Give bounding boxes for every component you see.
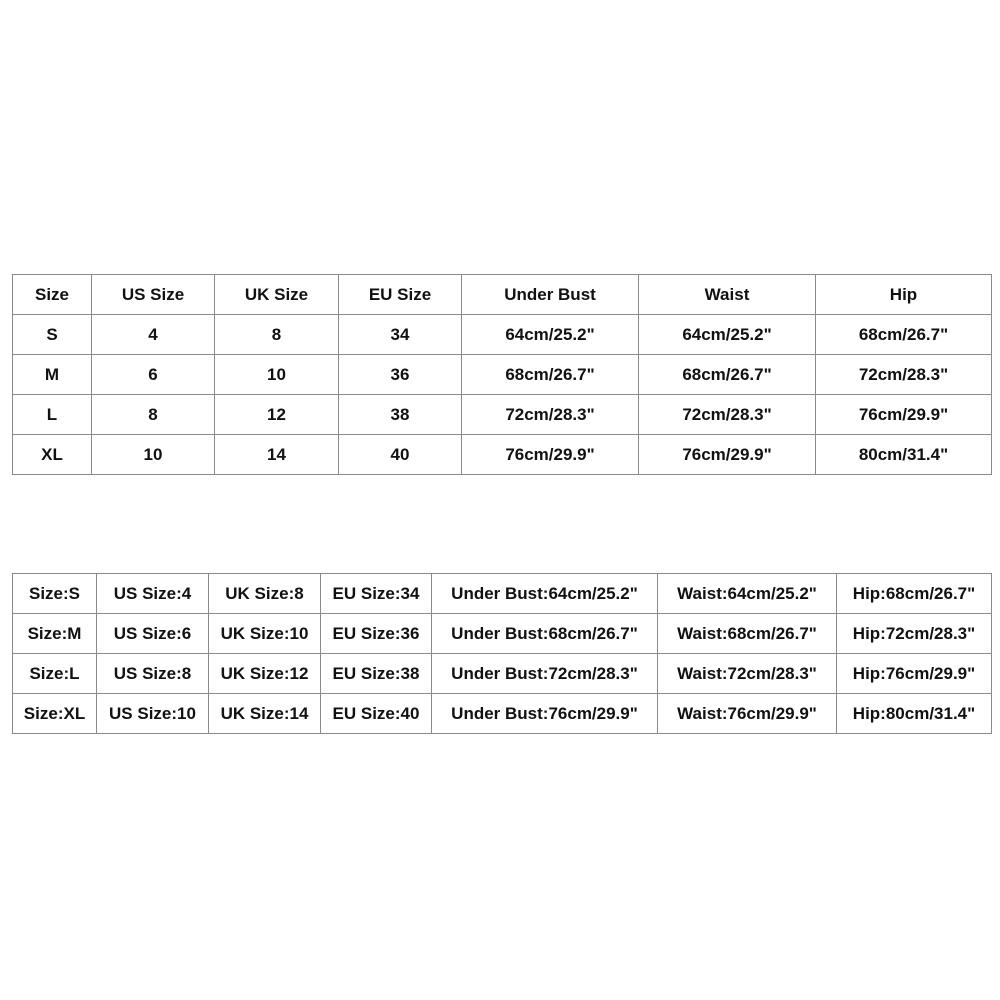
cell-waist: Waist:64cm/25.2" <box>658 574 837 614</box>
cell-eu-size: 40 <box>339 435 462 475</box>
header-hip: Hip <box>816 275 992 315</box>
cell-size: Size:L <box>13 654 97 694</box>
cell-hip: Hip:68cm/26.7" <box>837 574 992 614</box>
table-row <box>13 435 992 475</box>
cell-size: S <box>13 315 92 355</box>
cell-hip: 72cm/28.3" <box>816 355 992 395</box>
table-row <box>13 694 992 734</box>
cell-waist: 68cm/26.7" <box>639 355 816 395</box>
cell-under-bust: 72cm/28.3" <box>462 395 639 435</box>
header-uk-size: UK Size <box>215 275 339 315</box>
cell-under-bust: 68cm/26.7" <box>462 355 639 395</box>
cell-hip: 68cm/26.7" <box>816 315 992 355</box>
cell-eu-size: 34 <box>339 315 462 355</box>
cell-size: L <box>13 395 92 435</box>
header-waist: Waist <box>639 275 816 315</box>
table-row <box>13 395 992 435</box>
table-row <box>13 654 992 694</box>
size-detail-table <box>12 573 992 734</box>
cell-under-bust: 76cm/29.9" <box>462 435 639 475</box>
cell-waist: Waist:76cm/29.9" <box>658 694 837 734</box>
cell-us-size: 4 <box>92 315 215 355</box>
cell-uk-size: UK Size:14 <box>209 694 321 734</box>
cell-size: Size:XL <box>13 694 97 734</box>
cell-uk-size: UK Size:8 <box>209 574 321 614</box>
cell-us-size: US Size:8 <box>97 654 209 694</box>
cell-eu-size: 38 <box>339 395 462 435</box>
cell-hip: 76cm/29.9" <box>816 395 992 435</box>
header-under-bust: Under Bust <box>462 275 639 315</box>
cell-waist: 72cm/28.3" <box>639 395 816 435</box>
table-row <box>13 315 992 355</box>
cell-hip: 80cm/31.4" <box>816 435 992 475</box>
cell-us-size: US Size:10 <box>97 694 209 734</box>
cell-size: Size:S <box>13 574 97 614</box>
cell-us-size: US Size:4 <box>97 574 209 614</box>
cell-waist: Waist:68cm/26.7" <box>658 614 837 654</box>
cell-under-bust: Under Bust:76cm/29.9" <box>432 694 658 734</box>
cell-us-size: US Size:6 <box>97 614 209 654</box>
cell-waist: 76cm/29.9" <box>639 435 816 475</box>
table-header-row <box>13 275 992 315</box>
cell-eu-size: EU Size:38 <box>321 654 432 694</box>
cell-eu-size: EU Size:34 <box>321 574 432 614</box>
cell-size: Size:M <box>13 614 97 654</box>
cell-uk-size: UK Size:12 <box>209 654 321 694</box>
cell-uk-size: UK Size:10 <box>209 614 321 654</box>
cell-size: XL <box>13 435 92 475</box>
cell-under-bust: Under Bust:72cm/28.3" <box>432 654 658 694</box>
cell-uk-size: 14 <box>215 435 339 475</box>
table-row <box>13 614 992 654</box>
cell-us-size: 10 <box>92 435 215 475</box>
size-chart-table <box>12 274 992 475</box>
cell-hip: Hip:80cm/31.4" <box>837 694 992 734</box>
header-size: Size <box>13 275 92 315</box>
cell-us-size: 8 <box>92 395 215 435</box>
header-eu-size: EU Size <box>339 275 462 315</box>
cell-eu-size: 36 <box>339 355 462 395</box>
table-row <box>13 355 992 395</box>
cell-under-bust: Under Bust:64cm/25.2" <box>432 574 658 614</box>
cell-under-bust: Under Bust:68cm/26.7" <box>432 614 658 654</box>
cell-eu-size: EU Size:40 <box>321 694 432 734</box>
cell-uk-size: 12 <box>215 395 339 435</box>
cell-under-bust: 64cm/25.2" <box>462 315 639 355</box>
cell-eu-size: EU Size:36 <box>321 614 432 654</box>
cell-waist: Waist:72cm/28.3" <box>658 654 837 694</box>
cell-size: M <box>13 355 92 395</box>
cell-us-size: 6 <box>92 355 215 395</box>
header-us-size: US Size <box>92 275 215 315</box>
table-row <box>13 574 992 614</box>
cell-hip: Hip:72cm/28.3" <box>837 614 992 654</box>
cell-uk-size: 10 <box>215 355 339 395</box>
cell-waist: 64cm/25.2" <box>639 315 816 355</box>
cell-uk-size: 8 <box>215 315 339 355</box>
cell-hip: Hip:76cm/29.9" <box>837 654 992 694</box>
